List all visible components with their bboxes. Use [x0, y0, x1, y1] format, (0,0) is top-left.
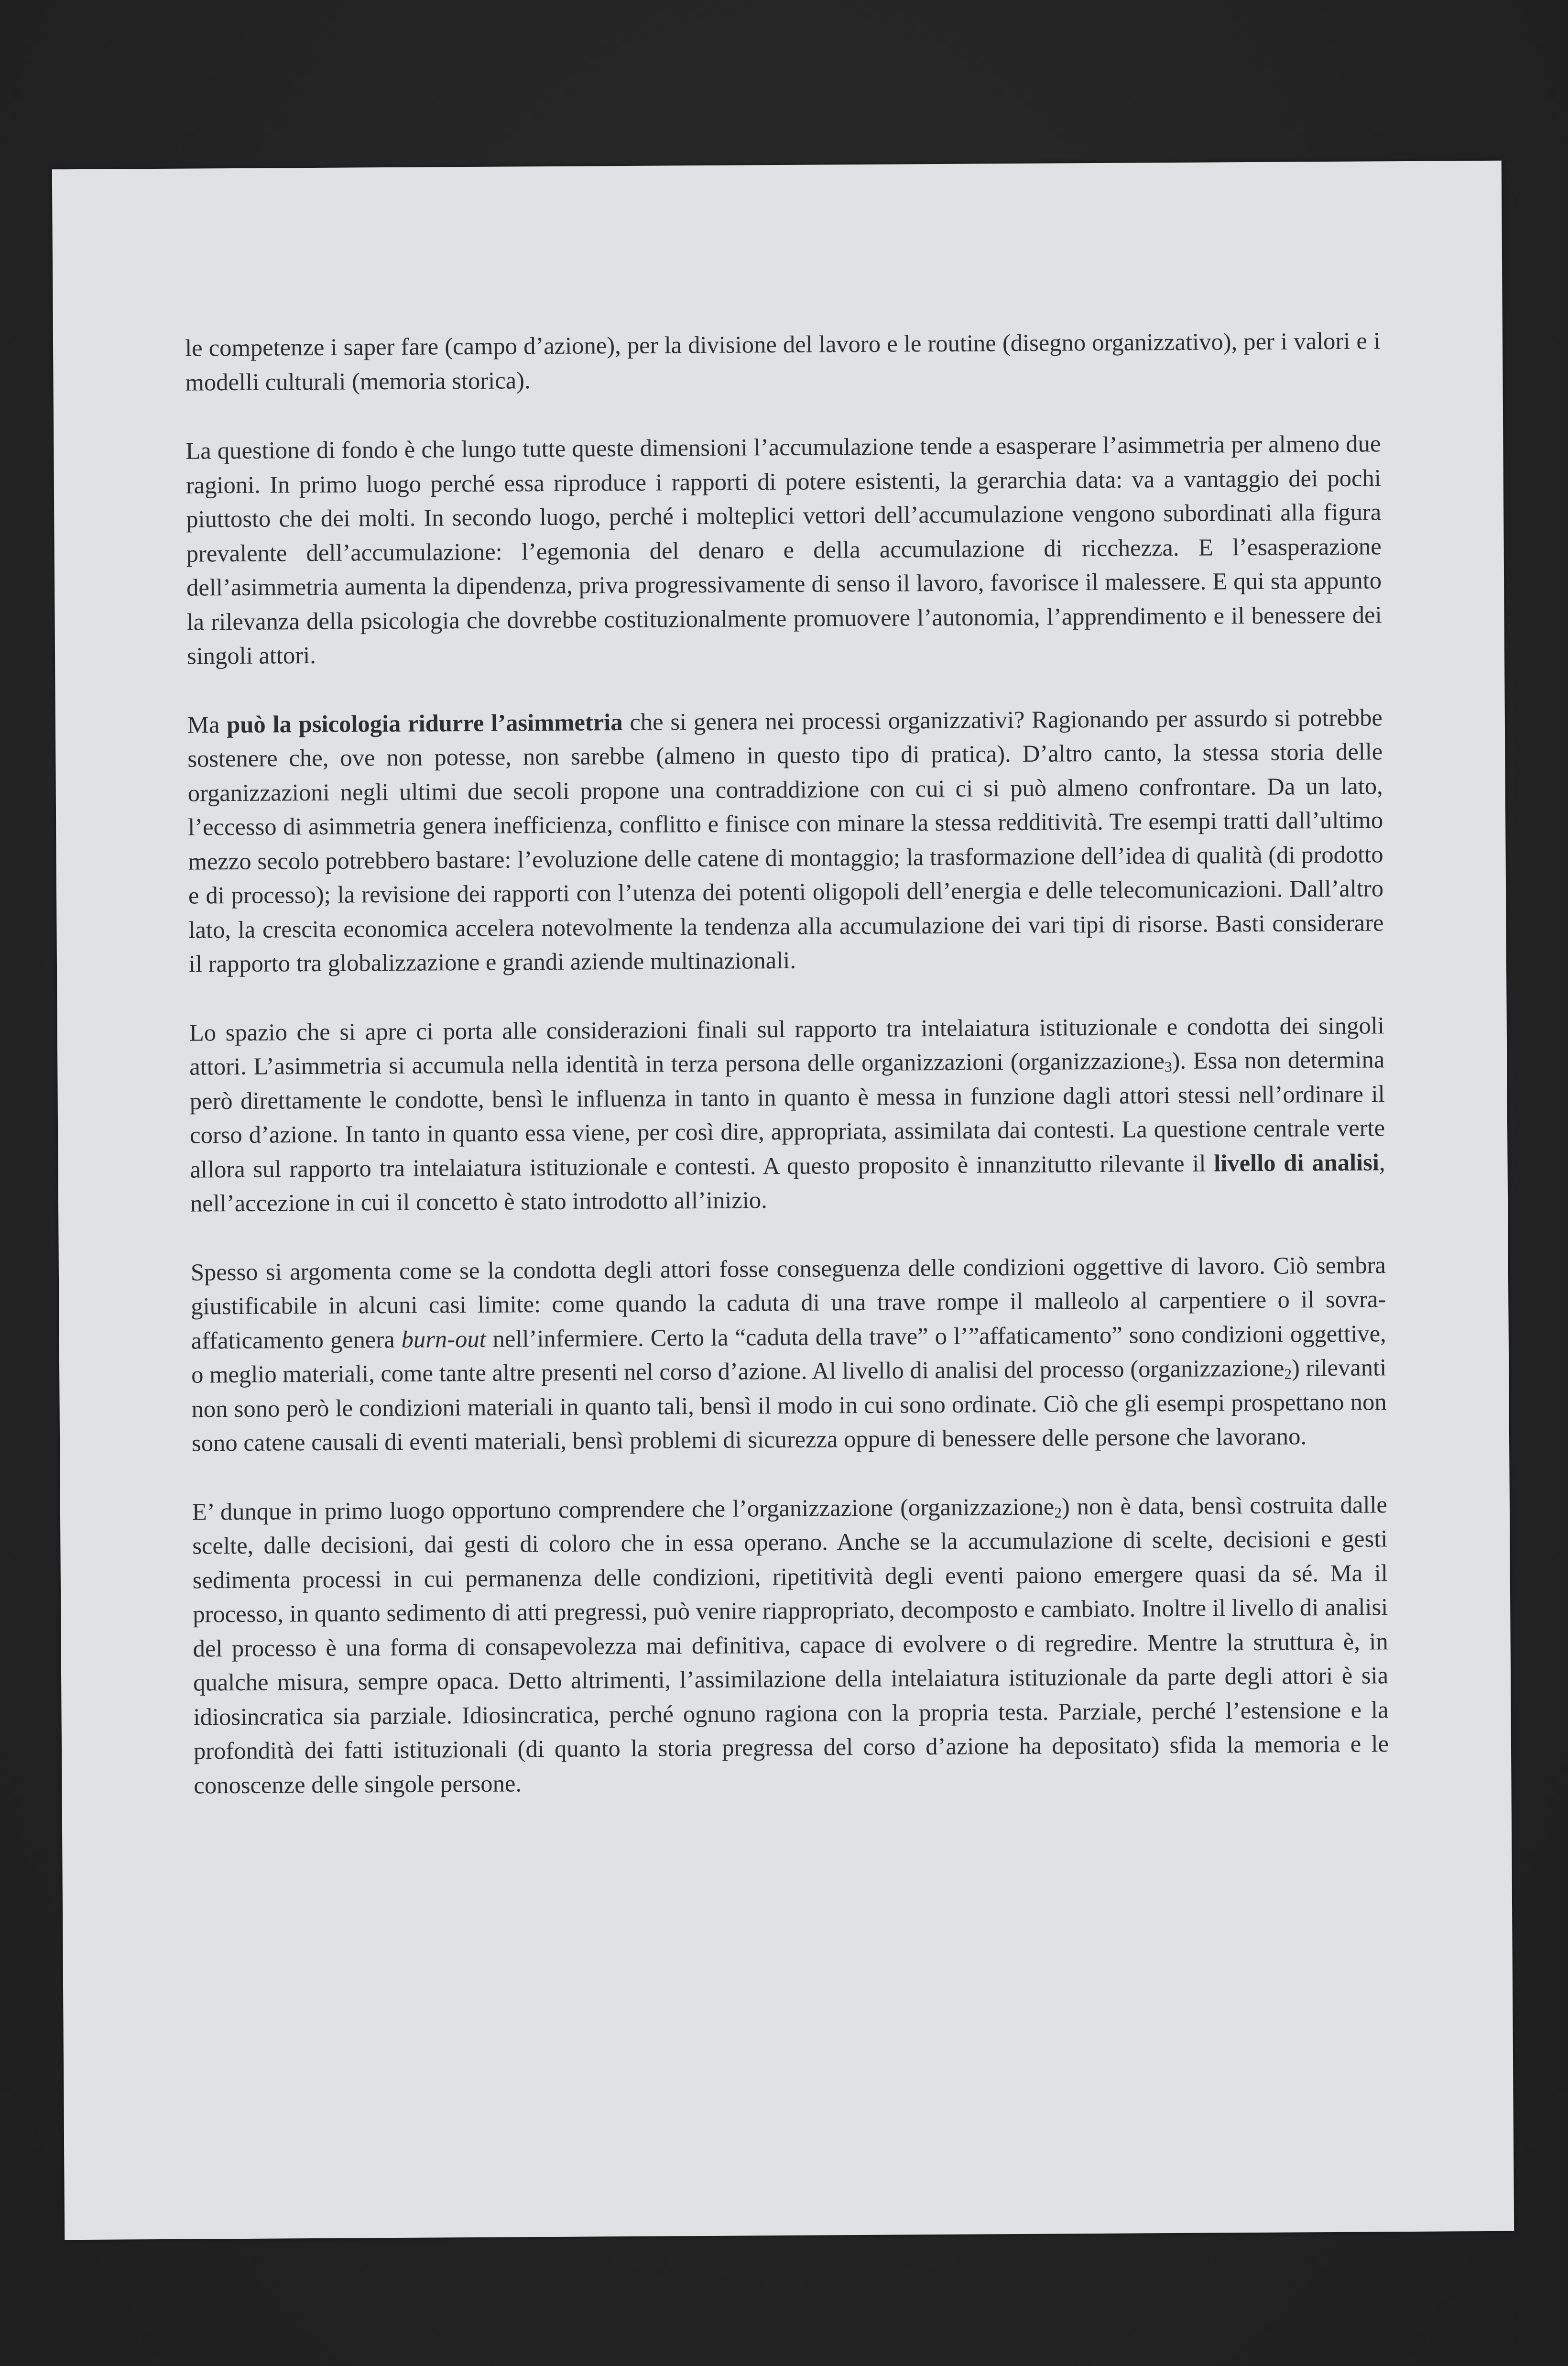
subscript: 2 — [1284, 1365, 1292, 1382]
paragraph-text: Ma — [187, 711, 227, 738]
bold-phrase: può la psicologia ridurre l’asimmetria — [226, 708, 623, 738]
paragraph-4 — [189, 1008, 1386, 1221]
paragraph-text: Spesso si argomenta come se la condotta degli attori fosse conseguenza delle condizioni oggettive di lavoro. Ciò sembra giustificabile in alcuni casi limite: come quando la caduta di una trave rompe il malleolo al carpentiere o il sovra-affaticamento genera — [190, 1251, 1386, 1354]
subscript: 2 — [1054, 1504, 1062, 1521]
paragraph-5 — [191, 1248, 1387, 1460]
paragraph-text: le competenze i saper fare (campo d’azione), per la divisione del lavoro e le routine (disegno organizzativo), per i valori e i modelli culturali (memoria storica). — [185, 327, 1381, 396]
paragraph-text: ) non è data, bensì costruita dalle scelte, dalle decisioni, dai gesti di coloro che in essa operano. Anche se la accumulazione di scelte, decisioni e gesti sedimenta processi in cui permanenza delle condizioni, ripetitività degli eventi paiono emergere quasi da sé. Ma il processo, in quanto sedimento di atti pregressi, può venire riappropriato, decomposto e cambiato. Inoltre il livello di analisi del processo è una forma di consapevolezza mai definitiva, capace di evolvere o di regredire. Mentre la struttura è, in qualche misura, sempre opaca. Detto altrimenti, l’assimilazione della intelaiatura istituzionale da parte degli attori è sia idiosincratica sia parziale. Idiosincratica, perché ognuno ragiona con la propria testa. Parziale, perché l’estensione e la profondità dei fatti istituzionali (di quanto la storia pregressa del corso d’azione ha depositato) sfida la memoria e le conoscenze delle singole persone. — [192, 1490, 1389, 1799]
paragraph-3 — [187, 701, 1384, 981]
paper-sheet — [52, 161, 1514, 2240]
paragraph-text: E’ dunque in primo luogo opportuno comprendere che l’organizzazione (organizzazione — [192, 1493, 1055, 1525]
paragraph-text: che si genera nei processi organizzativi? Ragionando per assurdo si potrebbe sostenere che, ove non potesse, non sarebbe (almeno in questo tipo di pratica). D’altro canto, la stessa storia delle organizzazioni negli ultimi due secoli propone una contraddizione con cui ci si può almeno confrontare. Da un lato, l’eccesso di asimmetria genera inefficienza, conflitto e finisce con minare la stessa redditività. Tre esempi tratti dall’ultimo mezzo secolo potrebbero bastare: l’evoluzione delle catene di montaggio; la trasformazione dell’idea di qualità (di prodotto e di processo); la revisione dei rapporti con l’utenza dei potenti oligopoli dell’energia e delle telecomunicazioni. Dall’altro lato, la crescita economica accelera notevolmente la tendenza alla accumulazione dei vari tipi di risorse. Basti considerare il rapporto tra globalizzazione e grandi aziende multinazionali. — [187, 703, 1384, 977]
paragraph-text: ). Essa non determina però direttamente le condotte, bensì le influenza in tanto in quanto è messa in funzione dagli attori stessi nell’ordinare il corso d’azione. In tanto in quanto essa viene, per così dire, appropriata, assimilata dai contesti. La questione centrale verte allora sul rapporto tra intelaiatura istituzionale e contesti. A questo proposito è innanzitutto rilevante il — [189, 1046, 1385, 1183]
subscript: 3 — [1164, 1058, 1172, 1075]
paragraph-1 — [185, 324, 1381, 399]
paragraph-6 — [192, 1488, 1389, 1803]
bold-phrase: livello di analisi — [1214, 1148, 1380, 1176]
paragraph-text: La questione di fondo è che lungo tutte queste dimensioni l’accumulazione tende a esasperare l’asimmetria per almeno due ragioni. In primo luogo perché essa riproduce i rapporti di potere esistenti, la gerarchia data: va a vantaggio dei pochi piuttosto che dei molti. In secondo luogo, perché i molteplici vettori dell’accumulazione vengono subordinati alla figura prevalente dell’accumulazione: l’egemonia del denaro e della accumulazione di ricchezza. E l’esasperazione dell’asimmetria aumenta la dipendenza, priva progressivamente di senso il lavoro, favorisce il malessere. E qui sta appunto la rilevanza della psicologia che dovrebbe costituzionalmente promuovere l’autonomia, l’apprendimento e il benessere dei singoli attori. — [185, 430, 1382, 669]
document-body — [185, 324, 1389, 1802]
paragraph-text: , nell’accezione in cui il concetto è stato introdotto all’inizio. — [190, 1148, 1385, 1217]
paragraph-text: ) rilevanti non sono però le condizioni materiali in quanto tali, bensì il modo in cui sono ordinate. Ciò che gli esempi prospettano non sono catene causali di eventi materiali, bensì problemi di sicurezza oppure di benessere delle persone che lavorano. — [191, 1354, 1387, 1457]
paragraph-2 — [185, 427, 1382, 673]
italic-term: burn-out — [401, 1325, 486, 1353]
paragraph-text: Lo spazio che si apre ci porta alle considerazioni finali sul rapporto tra intelaiatura istituzionale e condotta dei singoli attori. L’asimmetria si accumula nella identità in terza persona delle organizzazioni (organizzazione — [189, 1011, 1384, 1080]
paragraph-text: nell’infermiere. Certo la “caduta della trave” o l’”affaticamento” sono condizioni oggettive, o meglio materiali, come tante altre presenti nel corso d’azione. Al livello di analisi del processo (organizzazione — [191, 1319, 1386, 1388]
